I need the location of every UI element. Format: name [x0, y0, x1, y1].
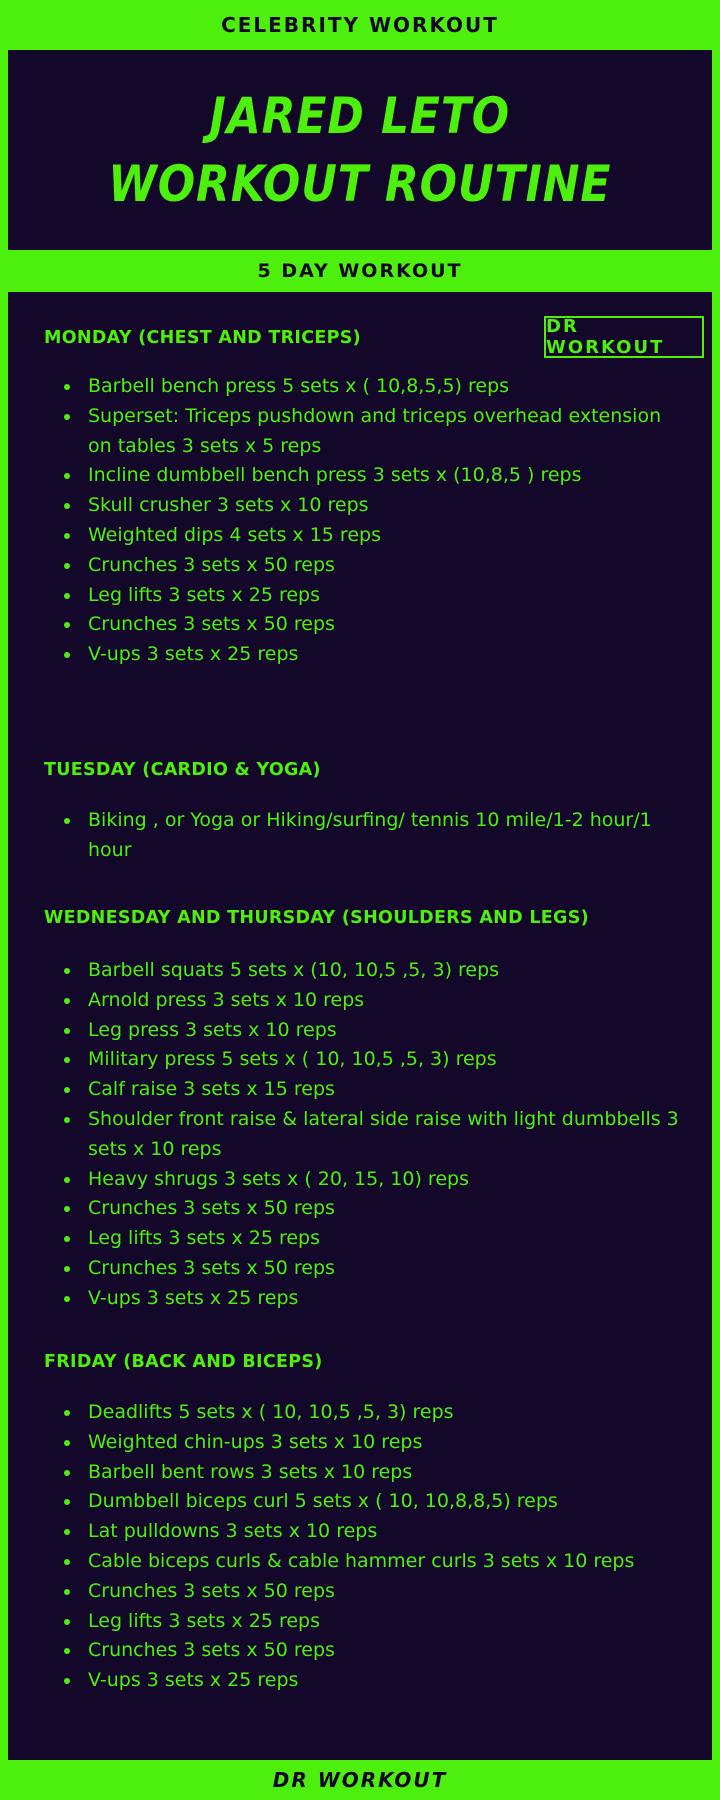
- list-item: Crunches 3 sets x 50 reps: [88, 551, 688, 581]
- list-item: Weighted chin-ups 3 sets x 10 reps: [88, 1428, 688, 1458]
- list-item: Crunches 3 sets x 50 reps: [88, 1577, 688, 1607]
- list-item: Biking , or Yoga or Hiking/surfing/ tennis 10 mile/1-2 hour/1 hour: [88, 806, 688, 866]
- list-item: Barbell squats 5 sets x (10, 10,5 ,5, 3) reps: [88, 956, 688, 986]
- list-item: Incline dumbbell bench press 3 sets x (10,8,5 ) reps: [88, 461, 688, 491]
- content-panel: [8, 292, 712, 1760]
- exercise-list-wednesday-thursday: [50, 956, 688, 1314]
- list-item: Leg press 3 sets x 10 reps: [88, 1016, 688, 1046]
- title-panel: [8, 50, 712, 250]
- list-item: Crunches 3 sets x 50 reps: [88, 1636, 688, 1666]
- list-item: Crunches 3 sets x 50 reps: [88, 1254, 688, 1284]
- list-item: V-ups 3 sets x 25 reps: [88, 640, 688, 670]
- list-item: Calf raise 3 sets x 15 reps: [88, 1075, 688, 1105]
- list-item: Dumbbell biceps curl 5 sets x ( 10, 10,8,8,5) reps: [88, 1487, 688, 1517]
- list-item: Cable biceps curls & cable hammer curls 3 sets x 10 reps: [88, 1547, 688, 1577]
- list-item: Leg lifts 3 sets x 25 reps: [88, 581, 688, 611]
- list-item: Leg lifts 3 sets x 25 reps: [88, 1224, 688, 1254]
- brand-badge: DR WORKOUT: [544, 316, 704, 358]
- subtitle-banner: 5 DAY WORKOUT: [257, 260, 463, 282]
- list-item: Skull crusher 3 sets x 10 reps: [88, 491, 688, 521]
- list-item: Weighted dips 4 sets x 15 reps: [88, 521, 688, 551]
- footer-brand: DR WORKOUT: [272, 1768, 448, 1792]
- list-item: Barbell bent rows 3 sets x 10 reps: [88, 1458, 688, 1488]
- list-item: V-ups 3 sets x 25 reps: [88, 1666, 688, 1696]
- category-banner: CELEBRITY WORKOUT: [221, 13, 499, 37]
- list-item: Leg lifts 3 sets x 25 reps: [88, 1607, 688, 1637]
- list-item: Barbell bench press 5 sets x ( 10,8,5,5) reps: [88, 372, 688, 402]
- list-item: Deadlifts 5 sets x ( 10, 10,5 ,5, 3) reps: [88, 1398, 688, 1428]
- section-heading-monday: MONDAY (CHEST AND TRICEPS): [44, 328, 361, 348]
- list-item: Lat pulldowns 3 sets x 10 reps: [88, 1517, 688, 1547]
- list-item: Crunches 3 sets x 50 reps: [88, 1194, 688, 1224]
- list-item: Military press 5 sets x ( 10, 10,5 ,5, 3) reps: [88, 1045, 688, 1075]
- list-item: Superset: Triceps pushdown and triceps overhead extension on tables 3 sets x 5 reps: [88, 402, 688, 462]
- section-heading-friday: FRIDAY (BACK AND BICEPS): [44, 1352, 323, 1372]
- list-item: Arnold press 3 sets x 10 reps: [88, 986, 688, 1016]
- exercise-list-friday: [50, 1398, 688, 1696]
- list-item: Heavy shrugs 3 sets x ( 20, 15, 10) reps: [88, 1165, 688, 1195]
- title-line-1: JARED LETO: [209, 87, 511, 145]
- section-heading-wednesday-thursday: WEDNESDAY AND THURSDAY (SHOULDERS AND LEGS): [44, 908, 589, 928]
- exercise-list-tuesday: [50, 806, 688, 866]
- list-item: Shoulder front raise & lateral side raise with light dumbbells 3 sets x 10 reps: [88, 1105, 688, 1165]
- list-item: Crunches 3 sets x 50 reps: [88, 610, 688, 640]
- exercise-list-monday: [50, 372, 688, 670]
- list-item: V-ups 3 sets x 25 reps: [88, 1284, 688, 1314]
- title-line-2: WORKOUT ROUTINE: [108, 155, 612, 213]
- section-heading-tuesday: TUESDAY (CARDIO & YOGA): [44, 760, 321, 780]
